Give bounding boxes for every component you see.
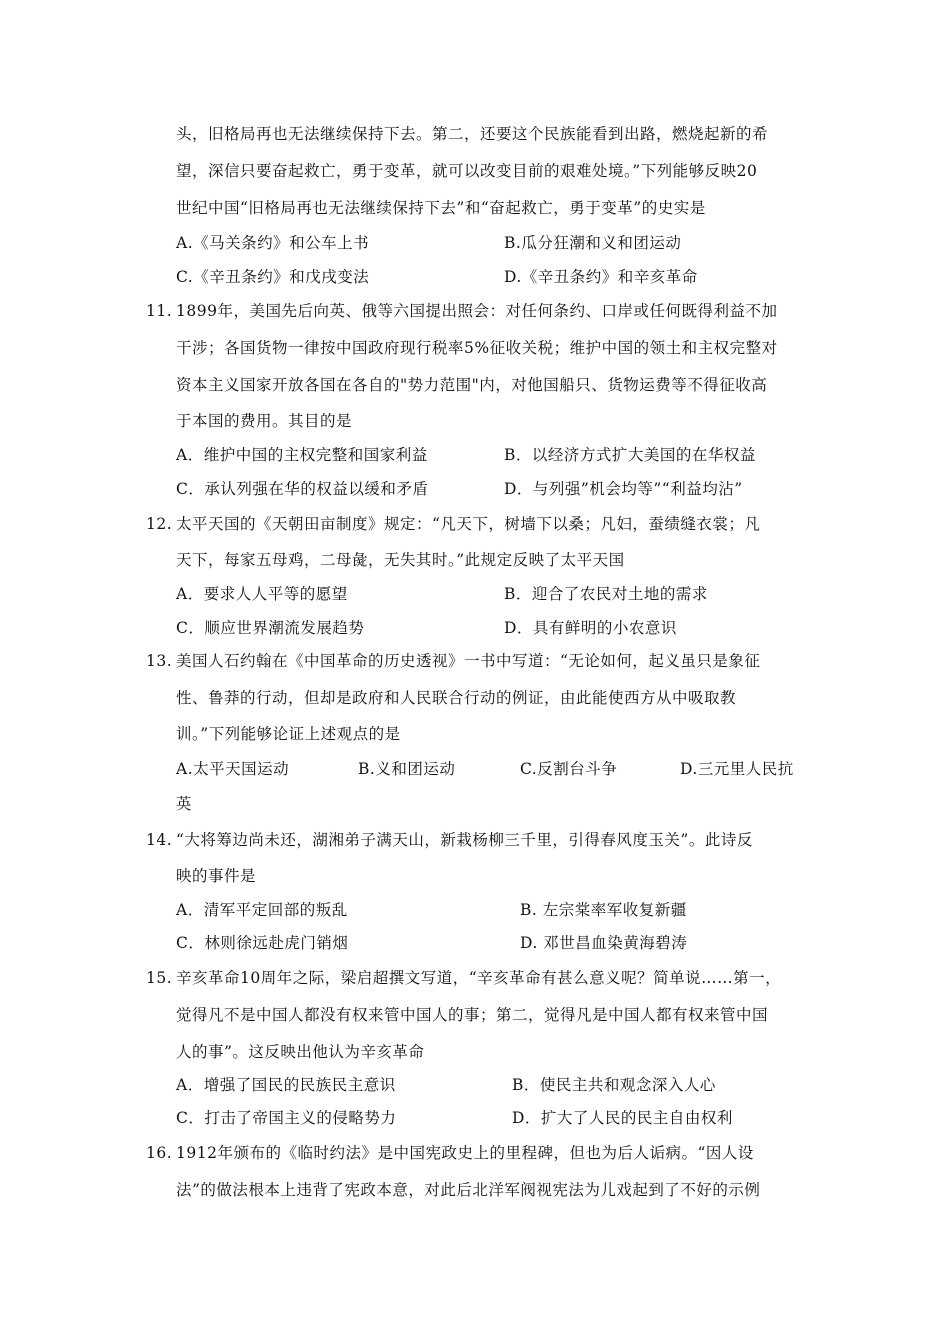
q11-line-1: 1899年，美国先后向英、俄等六国提出照会：对任何条约、口岸或任何既得利益不加: [176, 302, 778, 320]
q10-line-3: 世纪中国“旧格局再也无法继续保持下去”和“奋起救亡，勇于变革”的史实是: [176, 199, 706, 217]
q13-option-b: B.义和团运动: [358, 760, 456, 778]
q11-option-b: B．以经济方式扩大美国的在华权益: [504, 446, 756, 464]
q15-option-c: C．打击了帝国主义的侵略势力: [176, 1109, 397, 1127]
q14-number: 14.: [146, 831, 173, 849]
q13-line-3: 训。”下列能够论证上述观点的是: [176, 725, 401, 743]
q15-option-b: B．使民主共和观念深入人心: [512, 1076, 716, 1094]
q14-option-d: D. 邓世昌血染黄海碧涛: [520, 934, 688, 952]
q10-option-a: A.《马关条约》和公车上书: [176, 234, 370, 252]
q12-option-c: C．顺应世界潮流发展趋势: [176, 619, 365, 637]
q14-line-1: “大将筹边尚未还，湖湘弟子满天山，新栽杨柳三千里，引得春风度玉关”。此诗反: [176, 831, 753, 849]
q12-line-2: 天下，每家五母鸡，二母彘，无失其时。”此规定反映了太平天国: [176, 551, 625, 569]
q12-number: 12.: [146, 515, 173, 533]
q11-number: 11.: [146, 302, 173, 320]
q13-option-d: D.三元里人民抗: [680, 760, 794, 778]
q13-option-a: A.太平天国运动: [176, 760, 290, 778]
q10-line-2: 望，深信只要奋起救亡，勇于变革，就可以改变目前的艰难处境。”下列能够反映20: [176, 162, 758, 180]
q16-number: 16.: [146, 1144, 173, 1162]
q12-option-a: A．要求人人平等的愿望: [176, 585, 348, 603]
q14-option-a: A．清军平定回部的叛乱: [176, 901, 348, 919]
q10-option-b: B.瓜分狂潮和义和团运动: [504, 234, 682, 252]
q14-line-2: 映的事件是: [176, 867, 257, 885]
q11-option-d: D．与列强”机会均等”“利益均沾”: [504, 480, 743, 498]
q10-option-c: C.《辛丑条约》和戊戌变法: [176, 268, 370, 286]
q14-option-b: B. 左宗棠率军收复新疆: [520, 901, 687, 919]
q15-line-2: 觉得凡不是中国人都没有权来管中国人的事；第二，觉得凡是中国人都有权来管中国: [176, 1006, 769, 1024]
q12-option-b: B．迎合了农民对土地的需求: [504, 585, 708, 603]
q15-option-d: D．扩大了人民的民主自由权利: [512, 1109, 733, 1127]
q12-option-d: D．具有鲜明的小农意识: [504, 619, 677, 637]
q13-option-c: C.反割台斗争: [520, 760, 618, 778]
q14-option-c: C．林则徐远赴虎门销烟: [176, 934, 349, 952]
q16-line-2: 法”的做法根本上违背了宪政本意，对此后北洋军阀视宪法为儿戏起到了不好的示例: [176, 1181, 761, 1199]
q13-line-2: 性、鲁莽的行动，但却是政府和人民联合行动的例证，由此能使西方从中吸取教: [176, 689, 737, 707]
q11-line-2: 干涉；各国货物一律按中国政府现行税率5%征收关税；维护中国的领土和主权完整对: [176, 339, 778, 357]
q10-line-1: 头，旧格局再也无法继续保持下去。第二，还要这个民族能看到出路，燃烧起新的希: [176, 125, 769, 143]
q11-line-4: 于本国的费用。其目的是: [176, 412, 353, 430]
q11-line-3: 资本主义国家开放各国在各自的"势力范围"内，对他国船只、货物运费等不得征收高: [176, 376, 768, 394]
q10-option-d: D.《辛丑条约》和辛亥革命: [504, 268, 698, 286]
q13-line-1: 美国人石约翰在《中国革命的历史透视》一书中写道：“无论如何，起义虽只是象征: [176, 652, 761, 670]
q13-option-d-wrap: 英: [176, 795, 193, 813]
q11-option-a: A．维护中国的主权完整和国家利益: [176, 446, 428, 464]
q15-number: 15.: [146, 969, 173, 987]
q11-option-c: C．承认列强在华的权益以缓和矛盾: [176, 480, 429, 498]
q16-line-1: 1912年颁布的《临时约法》是中国宪政史上的里程碑，但也为后人诟病。“因人设: [176, 1144, 754, 1162]
q12-line-1: 太平天国的《天朝田亩制度》规定：“凡天下，树墙下以桑；凡妇，蚕绩缝衣裳；凡: [176, 515, 761, 533]
q15-option-a: A．增强了国民的民族民主意识: [176, 1076, 396, 1094]
q15-line-1: 辛亥革命10周年之际，梁启超撰文写道，“辛亥革命有甚么意义呢？简单说……第一，: [176, 969, 782, 987]
q13-number: 13.: [146, 652, 173, 670]
q15-line-3: 人的事”。这反映出他认为辛亥革命: [176, 1043, 425, 1061]
